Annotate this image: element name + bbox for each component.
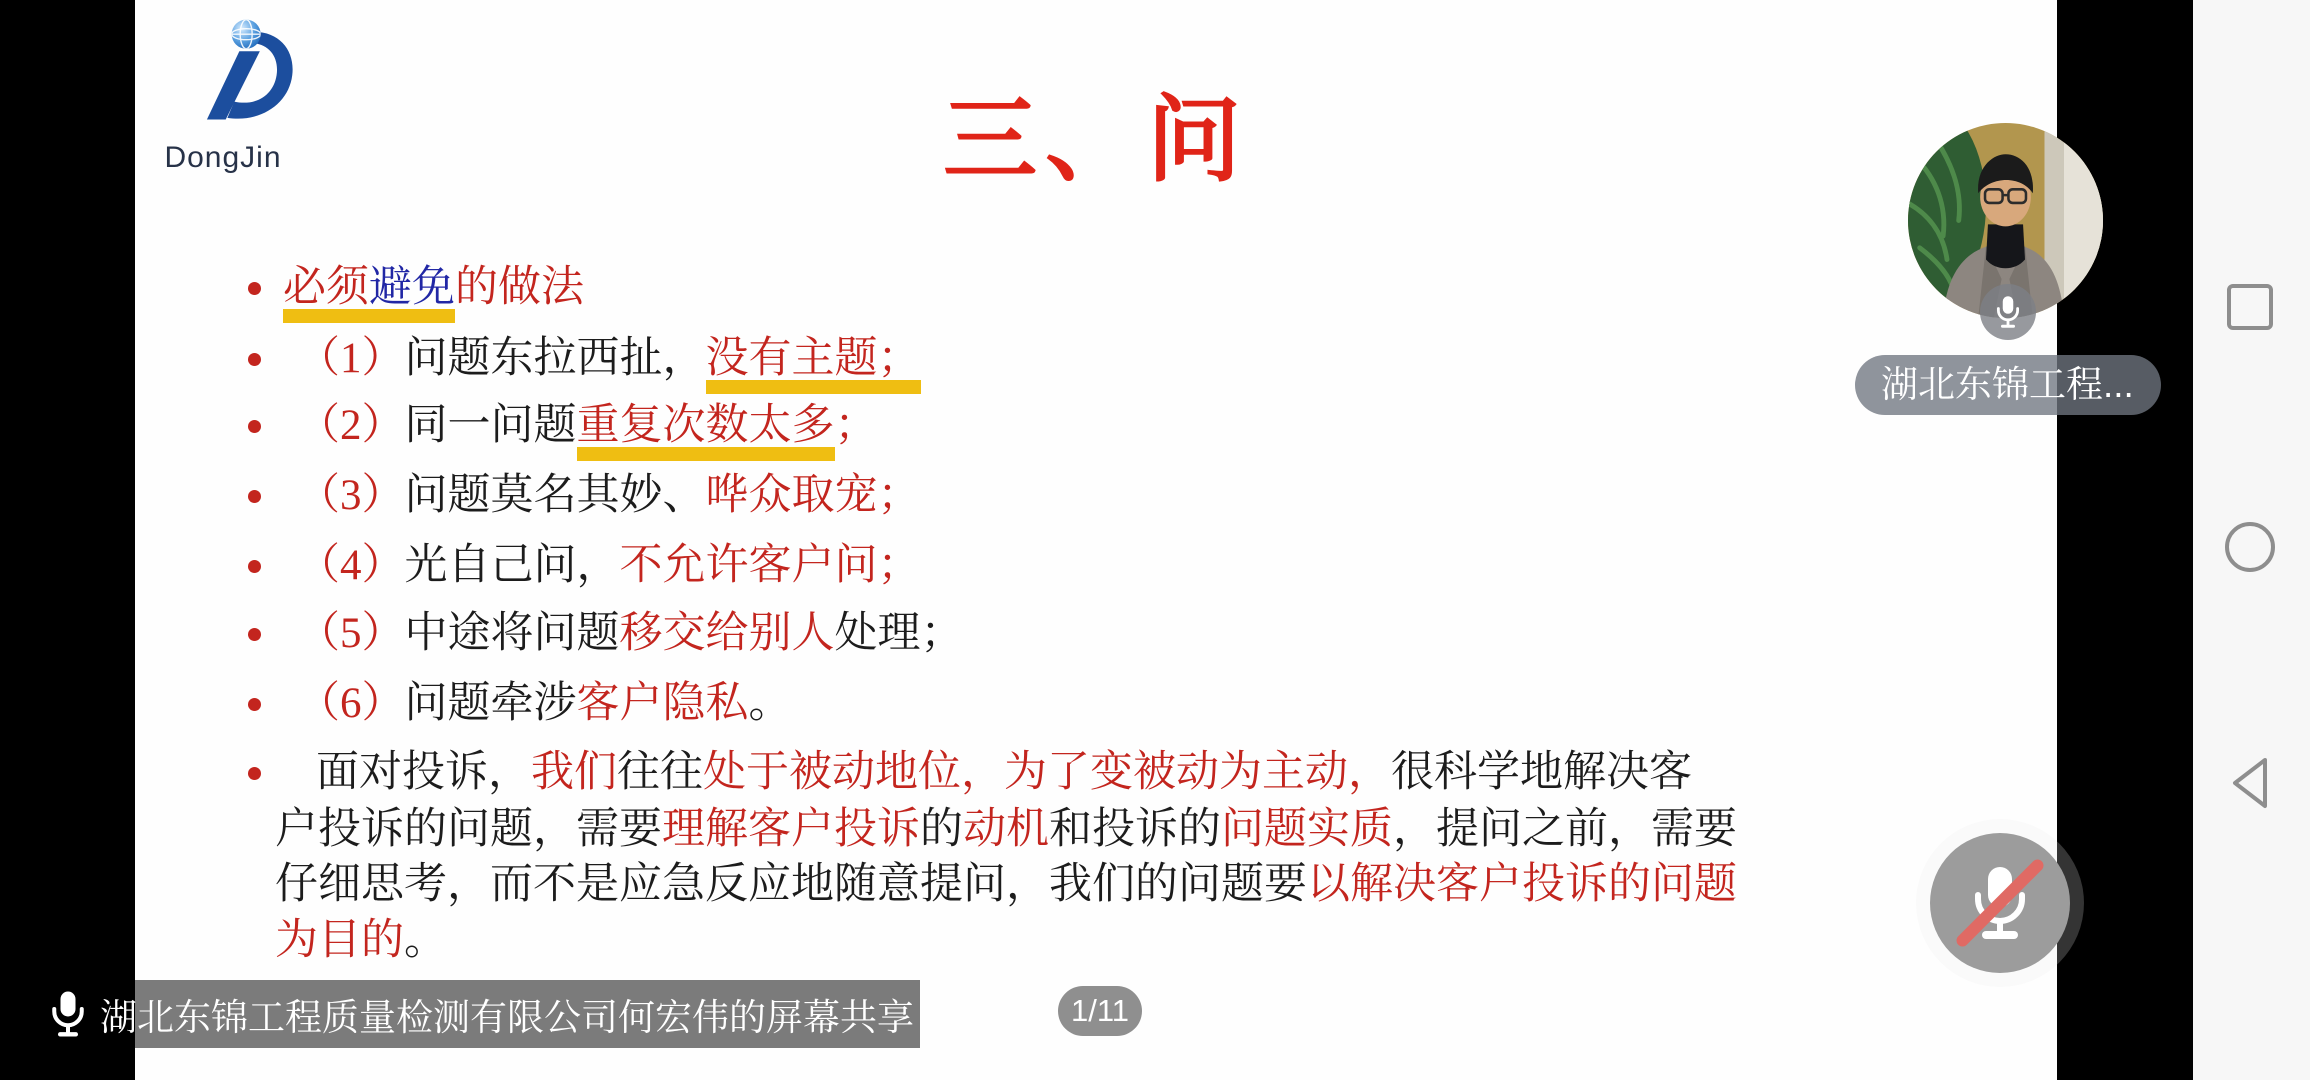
line-text <box>297 333 921 385</box>
text-segment: 问题实质 <box>1221 806 1393 853</box>
participant-name-badge: 湖北东锦工程... <box>1855 355 2161 415</box>
text-segment: ； <box>877 542 921 589</box>
text-segment: 客户隐私 <box>576 680 749 727</box>
line-text <box>297 470 921 522</box>
share-toast-text: 湖北东锦工程质量检测有限公司何宏伟的屏幕共享 <box>100 997 914 1038</box>
bullet-dot-icon <box>248 767 261 780</box>
mic-icon <box>1994 294 2022 330</box>
text-segment: 中途将问题 <box>404 610 620 657</box>
text-segment: 问题牵涉 <box>404 680 577 727</box>
android-nav-bar <box>2193 0 2310 1080</box>
text-segment: 问题莫名其妙、 <box>404 472 706 519</box>
text-segment: 。 <box>404 917 447 964</box>
text-segment: 以解决客户投诉的问题 <box>1307 861 1737 908</box>
page-indicator: 1/11 <box>1058 986 1142 1036</box>
text-segment: ； <box>877 472 921 519</box>
line-text <box>297 678 792 730</box>
bullet-dot-icon <box>248 420 261 433</box>
text-segment: 处于被动地位， <box>703 749 1004 796</box>
bullet-dot-icon <box>248 698 261 711</box>
bullet-dot-icon <box>248 490 261 503</box>
text-segment: （6） <box>297 680 405 727</box>
logo-text: DongJin <box>164 141 282 174</box>
text-segment: 户投诉的问题，需要 <box>275 806 662 853</box>
text-segment: 仔细思考，而不是应急反应地随意提问，我们的问题要 <box>275 861 1307 908</box>
screen-share-toast <box>48 982 914 1046</box>
bullet-line <box>248 470 921 522</box>
text-segment: 避免 <box>369 264 455 323</box>
left-letterbox <box>0 0 135 1080</box>
paragraph-line <box>275 859 1737 911</box>
paragraph-line <box>275 915 447 967</box>
bullet-line <box>248 333 921 385</box>
text-segment: （5） <box>297 610 405 657</box>
text-segment: 不允许客户问 <box>619 542 878 589</box>
text-segment: 往往 <box>617 749 703 796</box>
bullet-line <box>248 678 792 730</box>
text-segment: 的做法 <box>455 264 584 311</box>
text-segment: 必须 <box>283 264 369 323</box>
text-segment: 光自己问， <box>404 542 620 589</box>
text-segment: 动机 <box>963 806 1049 853</box>
bullet-dot-icon <box>248 628 261 641</box>
text-segment: 。 <box>748 680 792 727</box>
mic-icon <box>48 989 88 1039</box>
line-text <box>283 262 584 314</box>
line-text <box>297 540 921 592</box>
text-segment: （2） <box>297 402 405 449</box>
text-segment: ； <box>834 402 878 449</box>
text-segment: 重复次数太多 <box>577 402 835 461</box>
text-segment: 面对投诉， <box>316 749 531 796</box>
bullet-dot-icon <box>248 353 261 366</box>
slide-title: 三、问 <box>942 89 1249 193</box>
text-segment: 我们 <box>531 749 617 796</box>
text-segment: 同一问题 <box>404 402 577 449</box>
bullet-dot-icon <box>248 282 261 295</box>
line-text <box>297 400 878 452</box>
text-segment: 哗众取宠 <box>705 472 878 519</box>
text-segment: 和投诉的 <box>1049 806 1221 853</box>
text-segment: （4） <box>297 542 405 589</box>
text-segment: 为目的 <box>275 917 404 964</box>
bullet-line <box>248 262 584 314</box>
shared-slide <box>135 0 2057 1080</box>
text-segment: 的 <box>920 806 963 853</box>
nav-home-button[interactable] <box>2225 522 2275 572</box>
text-segment: 移交给别人 <box>619 610 835 657</box>
paragraph-line <box>316 747 1692 799</box>
bullet-line <box>248 400 878 452</box>
text-segment: 没有主题； <box>706 335 921 394</box>
mic-toggle-button[interactable] <box>1930 833 2070 973</box>
nav-recents-button[interactable] <box>2227 284 2273 330</box>
text-segment: 处理； <box>834 610 964 657</box>
text-segment: （1） <box>297 335 405 382</box>
bullet-line <box>248 540 921 592</box>
bullet-line <box>248 608 964 660</box>
text-segment: 理解客户投诉 <box>662 806 920 853</box>
text-segment: （3） <box>297 472 405 519</box>
participant-mic-badge <box>1980 284 2036 340</box>
paragraph-line <box>275 804 1737 856</box>
text-segment: ，提问之前，需要 <box>1393 806 1737 853</box>
text-segment: 很科学地解决客 <box>1391 749 1692 796</box>
text-segment: 问题东拉西扯， <box>404 335 706 382</box>
line-text <box>297 608 964 660</box>
bullet-dot-icon <box>248 560 261 573</box>
text-segment: 为了变被动为主动， <box>1004 749 1391 796</box>
nav-back-button[interactable] <box>2227 755 2271 811</box>
